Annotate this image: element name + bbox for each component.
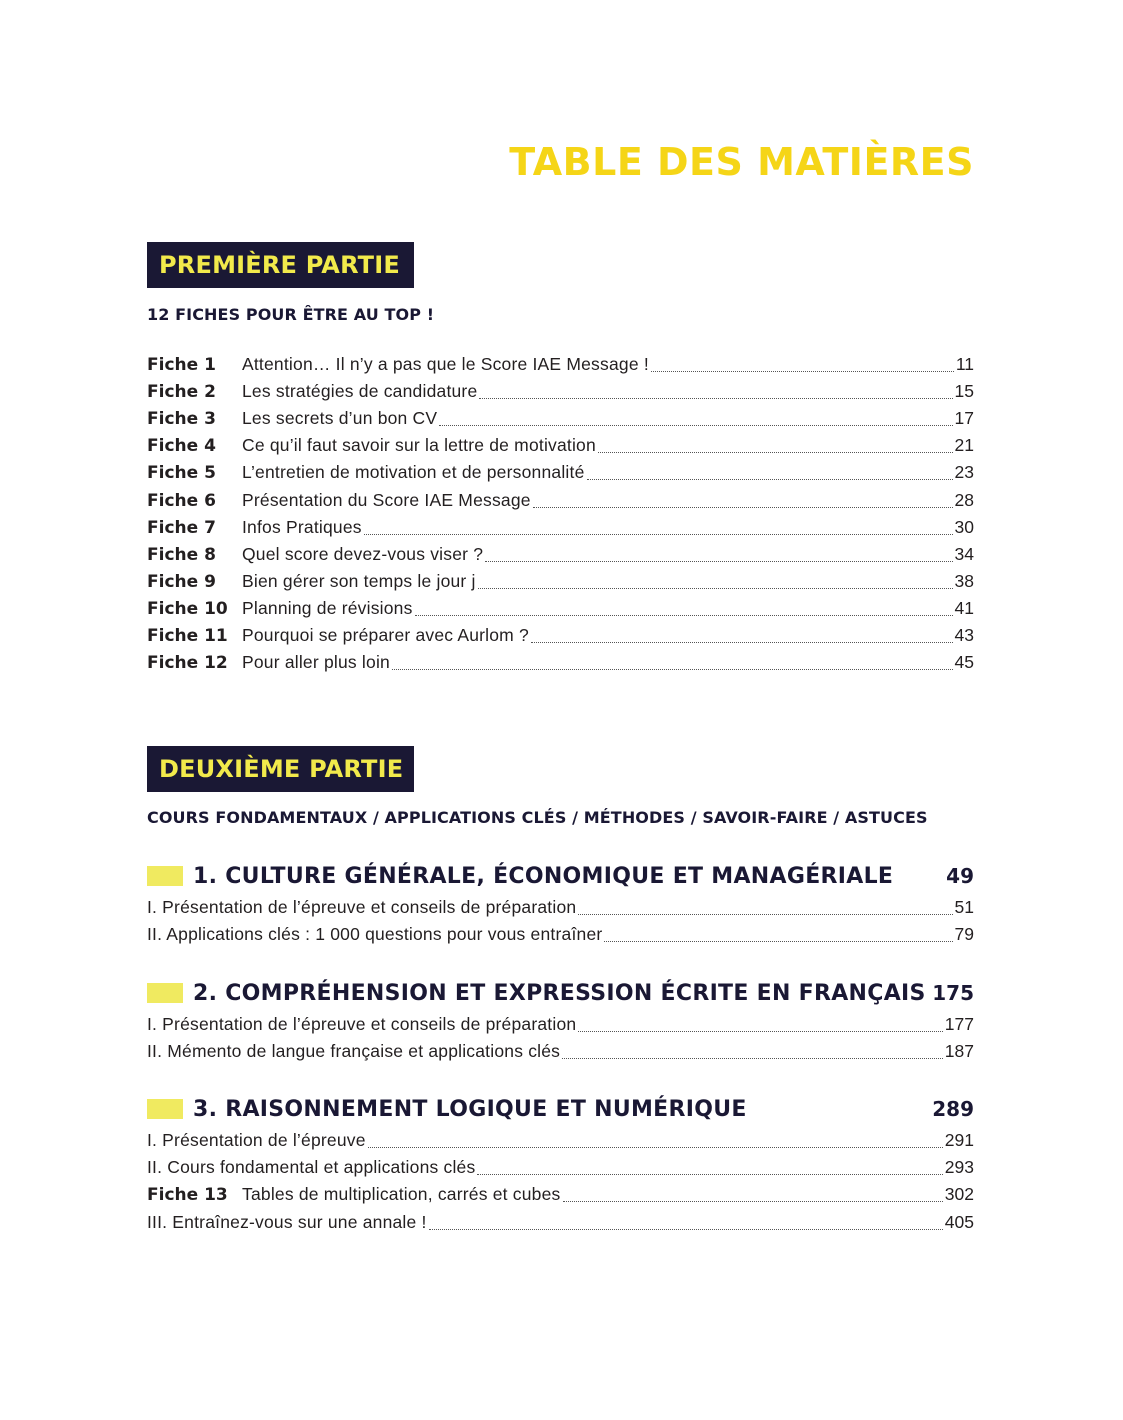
toc-entry-page: 28 — [954, 489, 974, 510]
dot-leader — [562, 1058, 943, 1059]
toc-entry-text: Pour aller plus loin — [242, 652, 390, 673]
dot-leader — [478, 588, 953, 589]
part2-banner: DEUXIÈME PARTIE — [147, 746, 414, 792]
toc-entry-page: 11 — [955, 354, 974, 374]
chapter-heading[interactable] — [147, 859, 974, 893]
toc-entry[interactable] — [147, 894, 974, 921]
toc-entry[interactable] — [147, 405, 974, 432]
dot-leader — [563, 1201, 943, 1202]
toc-entry-label: Fiche 4 — [147, 436, 216, 457]
toc-entry-text: Les secrets d’un bon CV — [242, 408, 438, 429]
dot-leader — [392, 669, 953, 670]
chapter-page: 289 — [932, 1097, 974, 1121]
part2-subtitle: COURS FONDAMENTAUX / APPLICATIONS CLÉS / MÉTHODES / SAVOIR-FAIRE / ASTUCES — [147, 808, 928, 827]
dot-leader — [533, 507, 953, 508]
toc-entry-page: 34 — [954, 543, 974, 564]
toc-entry[interactable] — [147, 541, 974, 568]
toc-entry-text: II. Mémento de langue française et applications clés — [147, 1041, 561, 1062]
chapter-title: 1. CULTURE GÉNÉRALE, ÉCONOMIQUE ET MANAGÉRIALE — [193, 863, 894, 889]
toc-entry-text: Ce qu’il faut savoir sur la lettre de motivation — [242, 435, 596, 456]
chapter-marker — [147, 983, 183, 1003]
dot-leader — [477, 1174, 942, 1175]
toc-entry-text: I. Présentation de l’épreuve et conseils de préparation — [147, 1014, 577, 1034]
dot-leader — [578, 914, 952, 915]
toc-entry[interactable] — [147, 351, 974, 378]
toc-entry[interactable] — [147, 459, 974, 486]
toc-entry-label: Fiche 7 — [147, 517, 216, 538]
toc-entry-label: Fiche 11 — [147, 626, 228, 646]
toc-entry-page: 30 — [954, 516, 974, 537]
dot-leader — [604, 941, 952, 942]
toc-entry-text: Infos Pratiques — [242, 516, 362, 537]
chapter-marker — [147, 1099, 183, 1119]
toc-entry[interactable] — [147, 1181, 974, 1208]
dot-leader — [598, 452, 953, 453]
toc-entry[interactable] — [147, 432, 974, 459]
toc-entry-page: 15 — [954, 381, 974, 402]
chapter-title: 3. RAISONNEMENT LOGIQUE ET NUMÉRIQUE — [193, 1096, 747, 1122]
toc-entry-page: 187 — [944, 1041, 974, 1062]
toc-entry-text: Tables de multiplication, carrés et cubes — [242, 1184, 561, 1205]
dot-leader — [485, 561, 952, 562]
chapter-heading[interactable] — [147, 976, 974, 1010]
part1-banner: PREMIÈRE PARTIE — [147, 242, 414, 288]
dot-leader — [368, 1147, 943, 1148]
toc-entry[interactable] — [147, 378, 974, 405]
toc-entry-page: 51 — [954, 897, 974, 917]
toc-entry-page: 293 — [944, 1157, 974, 1178]
toc-entry-text: I. Présentation de l’épreuve — [147, 1130, 366, 1150]
toc-entry-page: 45 — [954, 652, 974, 673]
toc-entry[interactable] — [147, 595, 974, 622]
toc-entry-page: 177 — [944, 1014, 974, 1034]
toc-entry-text: Les stratégies de candidature — [242, 381, 478, 402]
toc-entry-page: 405 — [944, 1211, 974, 1232]
toc-entry[interactable] — [147, 921, 974, 948]
toc-entry-text: Quel score devez-vous viser ? — [242, 543, 484, 564]
dot-leader — [651, 371, 954, 372]
toc-entry-label: Fiche 2 — [147, 382, 216, 403]
toc-entry-page: 43 — [954, 625, 974, 645]
toc-entry[interactable] — [147, 1154, 974, 1181]
chapter-page: 49 — [946, 864, 974, 888]
toc-entry[interactable] — [147, 1011, 974, 1038]
dot-leader — [364, 534, 953, 535]
dot-leader — [439, 425, 952, 426]
toc-entry-text: Bien gérer son temps le jour j — [242, 570, 476, 591]
toc-entry-label: Fiche 9 — [147, 571, 216, 592]
chapter-page: 175 — [932, 981, 974, 1005]
part1-subtitle: 12 FICHES POUR ÊTRE AU TOP ! — [147, 305, 435, 324]
toc-entry[interactable] — [147, 514, 974, 541]
dot-leader — [415, 615, 953, 616]
chapter-title: 2. COMPRÉHENSION ET EXPRESSION ÉCRITE EN FRANÇAIS — [193, 980, 926, 1006]
toc-entry-page: 291 — [944, 1130, 974, 1150]
toc-entry-text: III. Entraînez-vous sur une annale ! — [147, 1211, 427, 1232]
toc-entry[interactable] — [147, 1127, 974, 1154]
toc-entry[interactable] — [147, 649, 974, 676]
toc-entry-label: Fiche 8 — [147, 544, 216, 565]
toc-entry-text: Pourquoi se préparer avec Aurlom ? — [242, 625, 529, 645]
toc-entry-page: 302 — [944, 1184, 974, 1205]
toc-entry-text: II. Applications clés : 1 000 questions pour vous entraîner — [147, 924, 603, 945]
toc-entry-page: 17 — [954, 408, 974, 429]
toc-entry-text: Présentation du Score IAE Message — [242, 489, 531, 510]
toc-entry-text: Planning de révisions — [242, 597, 413, 618]
dot-leader — [531, 642, 953, 643]
toc-entry[interactable] — [147, 1038, 974, 1065]
toc-entry-page: 79 — [954, 924, 974, 945]
chapter-marker — [147, 866, 183, 886]
toc-entry[interactable] — [147, 568, 974, 595]
chapter-heading[interactable] — [147, 1092, 974, 1126]
dot-leader — [587, 479, 953, 480]
toc-entry-page: 38 — [954, 570, 974, 591]
toc-entry-page: 21 — [954, 435, 974, 456]
dot-leader — [578, 1031, 942, 1032]
dot-leader — [479, 398, 952, 399]
toc-entry-label: Fiche 5 — [147, 463, 216, 484]
toc-entry-page: 23 — [954, 462, 974, 483]
toc-entry-label: Fiche 1 — [147, 355, 216, 375]
toc-entry-text: Attention… Il n’y a pas que le Score IAE Message ! — [242, 354, 649, 374]
toc-entry-label: Fiche 10 — [147, 598, 228, 619]
toc-entry-text: II. Cours fondamental et applications clés — [147, 1157, 476, 1178]
toc-entry-label: Fiche 12 — [147, 653, 228, 674]
dot-leader — [429, 1229, 943, 1230]
toc-entry[interactable] — [147, 487, 974, 514]
toc-entry-page: 41 — [954, 597, 974, 618]
toc-entry-text: I. Présentation de l’épreuve et conseils de préparation — [147, 897, 577, 917]
toc-entry-label: Fiche 13 — [147, 1185, 228, 1206]
toc-entry-text: L’entretien de motivation et de personnalité — [242, 462, 585, 483]
toc-entry[interactable] — [147, 1209, 974, 1236]
toc-entry[interactable] — [147, 622, 974, 649]
page-title: TABLE DES MATIÈRES — [509, 140, 974, 184]
toc-entry-label: Fiche 6 — [147, 490, 216, 511]
toc-entry-label: Fiche 3 — [147, 409, 216, 430]
